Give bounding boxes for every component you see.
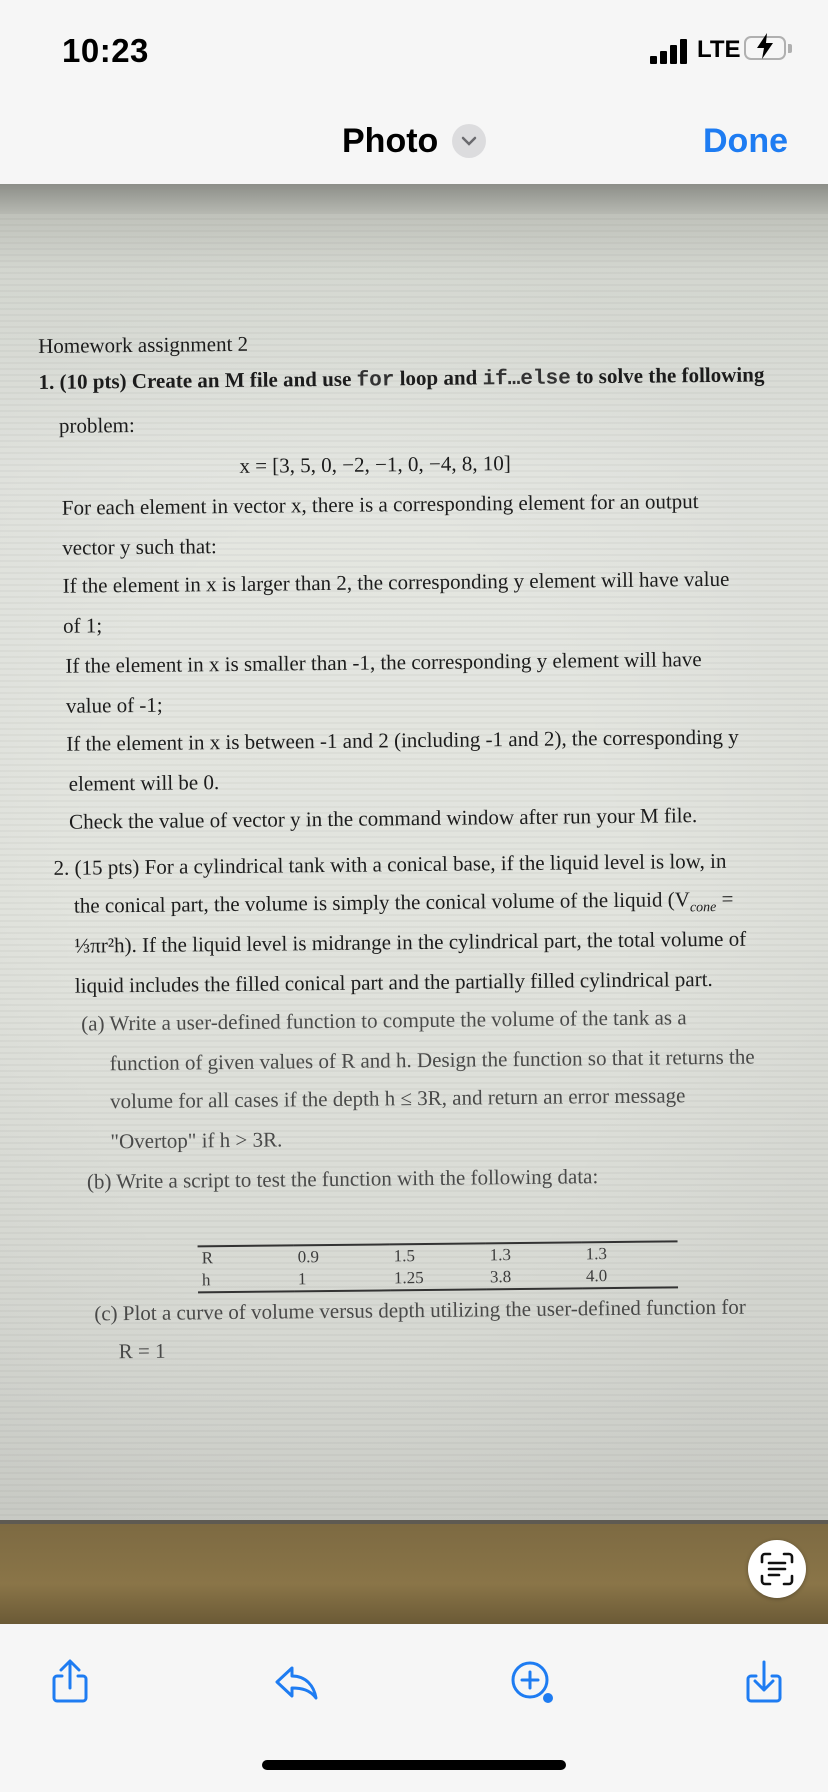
nav-title[interactable]: Photo — [342, 122, 439, 160]
document-photo — [38, 326, 828, 1364]
q1-line5: If the element in x is smaller than -1, the corresponding y element will have — [65, 647, 702, 678]
q2-line2-sub: cone — [689, 900, 717, 916]
q1-equation: x = [3, 5, 0, −2, −1, 0, −4, 8, 10] — [239, 451, 511, 478]
q1-line6: value of -1; — [65, 692, 163, 718]
done-button[interactable]: Done — [703, 122, 788, 160]
q2-a-line1: (a) Write a user-defined function to compute the volume of the tank as a — [81, 1005, 687, 1036]
charging-icon — [753, 31, 777, 66]
q1-line8: element will be 0. — [68, 770, 220, 796]
q2-c-line1: (c) Plot a curve of volume versus depth utilizing the user-defined function for — [94, 1294, 746, 1326]
table-cell: 1 — [294, 1267, 390, 1291]
q2-line2 — [74, 887, 734, 924]
table-cell: 1.5 — [390, 1243, 486, 1267]
q2-a-line4: "Overtop" if h > 3R. — [110, 1127, 283, 1154]
reply-icon[interactable] — [272, 1658, 320, 1706]
q1-line7: If the element in x is between -1 and 2 (including -1 and 2), the corresponding y — [66, 724, 739, 756]
q1-intro-post: to solve the following — [570, 362, 765, 389]
photo-background — [0, 1524, 828, 1624]
q2-b-line1: (b) Write a script to test the function with the following data: — [86, 1164, 599, 1194]
q2-line2-text: the conical part, the volume is simply the conical volume of the liquid (V — [73, 887, 690, 918]
q1-line9: Check the value of vector y in the command window after run your M file. — [68, 803, 698, 834]
status-time: 10:23 — [62, 32, 149, 69]
home-indicator[interactable] — [262, 1760, 566, 1770]
markup-icon[interactable] — [508, 1658, 556, 1706]
table-cell: 1.3 — [486, 1242, 582, 1266]
nav-bar — [0, 100, 828, 184]
q1-line4: of 1; — [62, 613, 103, 638]
table-cell: 1.25 — [390, 1266, 486, 1290]
share-icon[interactable] — [46, 1658, 94, 1706]
table-cell: h — [198, 1268, 294, 1292]
assignment-heading: Homework assignment 2 — [38, 331, 249, 358]
q2-line1: 2. (15 pts) For a cylindrical tank with a conical base, if the liquid level is low, in — [53, 848, 727, 880]
q1-intro-mid: loop and — [394, 365, 483, 391]
table-cell: 4.0 — [582, 1264, 678, 1288]
q1-intro — [38, 362, 764, 397]
photo-viewer[interactable] — [0, 184, 828, 1624]
test-data-table — [198, 1240, 678, 1293]
photo-top-edge — [0, 184, 828, 214]
q2-line4: liquid includes the filled conical part and the partially filled cylindrical part. — [74, 966, 713, 998]
chevron-down-icon[interactable] — [452, 124, 486, 158]
table-cell: 3.8 — [486, 1265, 582, 1289]
q1-intro-pre: 1. (10 pts) Create an M file and use — [38, 366, 357, 394]
network-label: LTE — [697, 36, 741, 63]
q1-line1: For each element in vector x, there is a corresponding element for an output — [61, 489, 699, 520]
table-cell: 0.9 — [294, 1244, 390, 1268]
q1-line3: If the element in x is larger than 2, the corresponding y element will have value — [62, 566, 730, 598]
q2-c-line2: R = 1 — [118, 1338, 166, 1364]
table-row — [198, 1264, 678, 1292]
table-cell: 1.3 — [582, 1241, 678, 1265]
code-for: for — [356, 369, 395, 393]
q2-a-line2: function of given values of R and h. Design the function so that it returns the — [109, 1044, 755, 1076]
table-cell: R — [198, 1245, 294, 1269]
signal-icon — [650, 38, 690, 64]
code-ifelse: if…else — [482, 367, 571, 392]
status-bar — [0, 0, 828, 100]
live-text-icon[interactable] — [748, 1540, 806, 1598]
q1-line2: vector y such that: — [62, 534, 217, 560]
battery-cap — [788, 44, 792, 53]
q2-a-line3: volume for all cases if the depth h ≤ 3R, and return an error message — [109, 1083, 686, 1114]
save-to-files-icon[interactable] — [740, 1658, 788, 1706]
q2-line3: ⅓πr²h). If the liquid level is midrange in the cylindrical part, the total volume of — [74, 926, 747, 958]
q2-line2-end: = — [716, 886, 734, 911]
q1-intro-line2: problem: — [58, 412, 135, 438]
